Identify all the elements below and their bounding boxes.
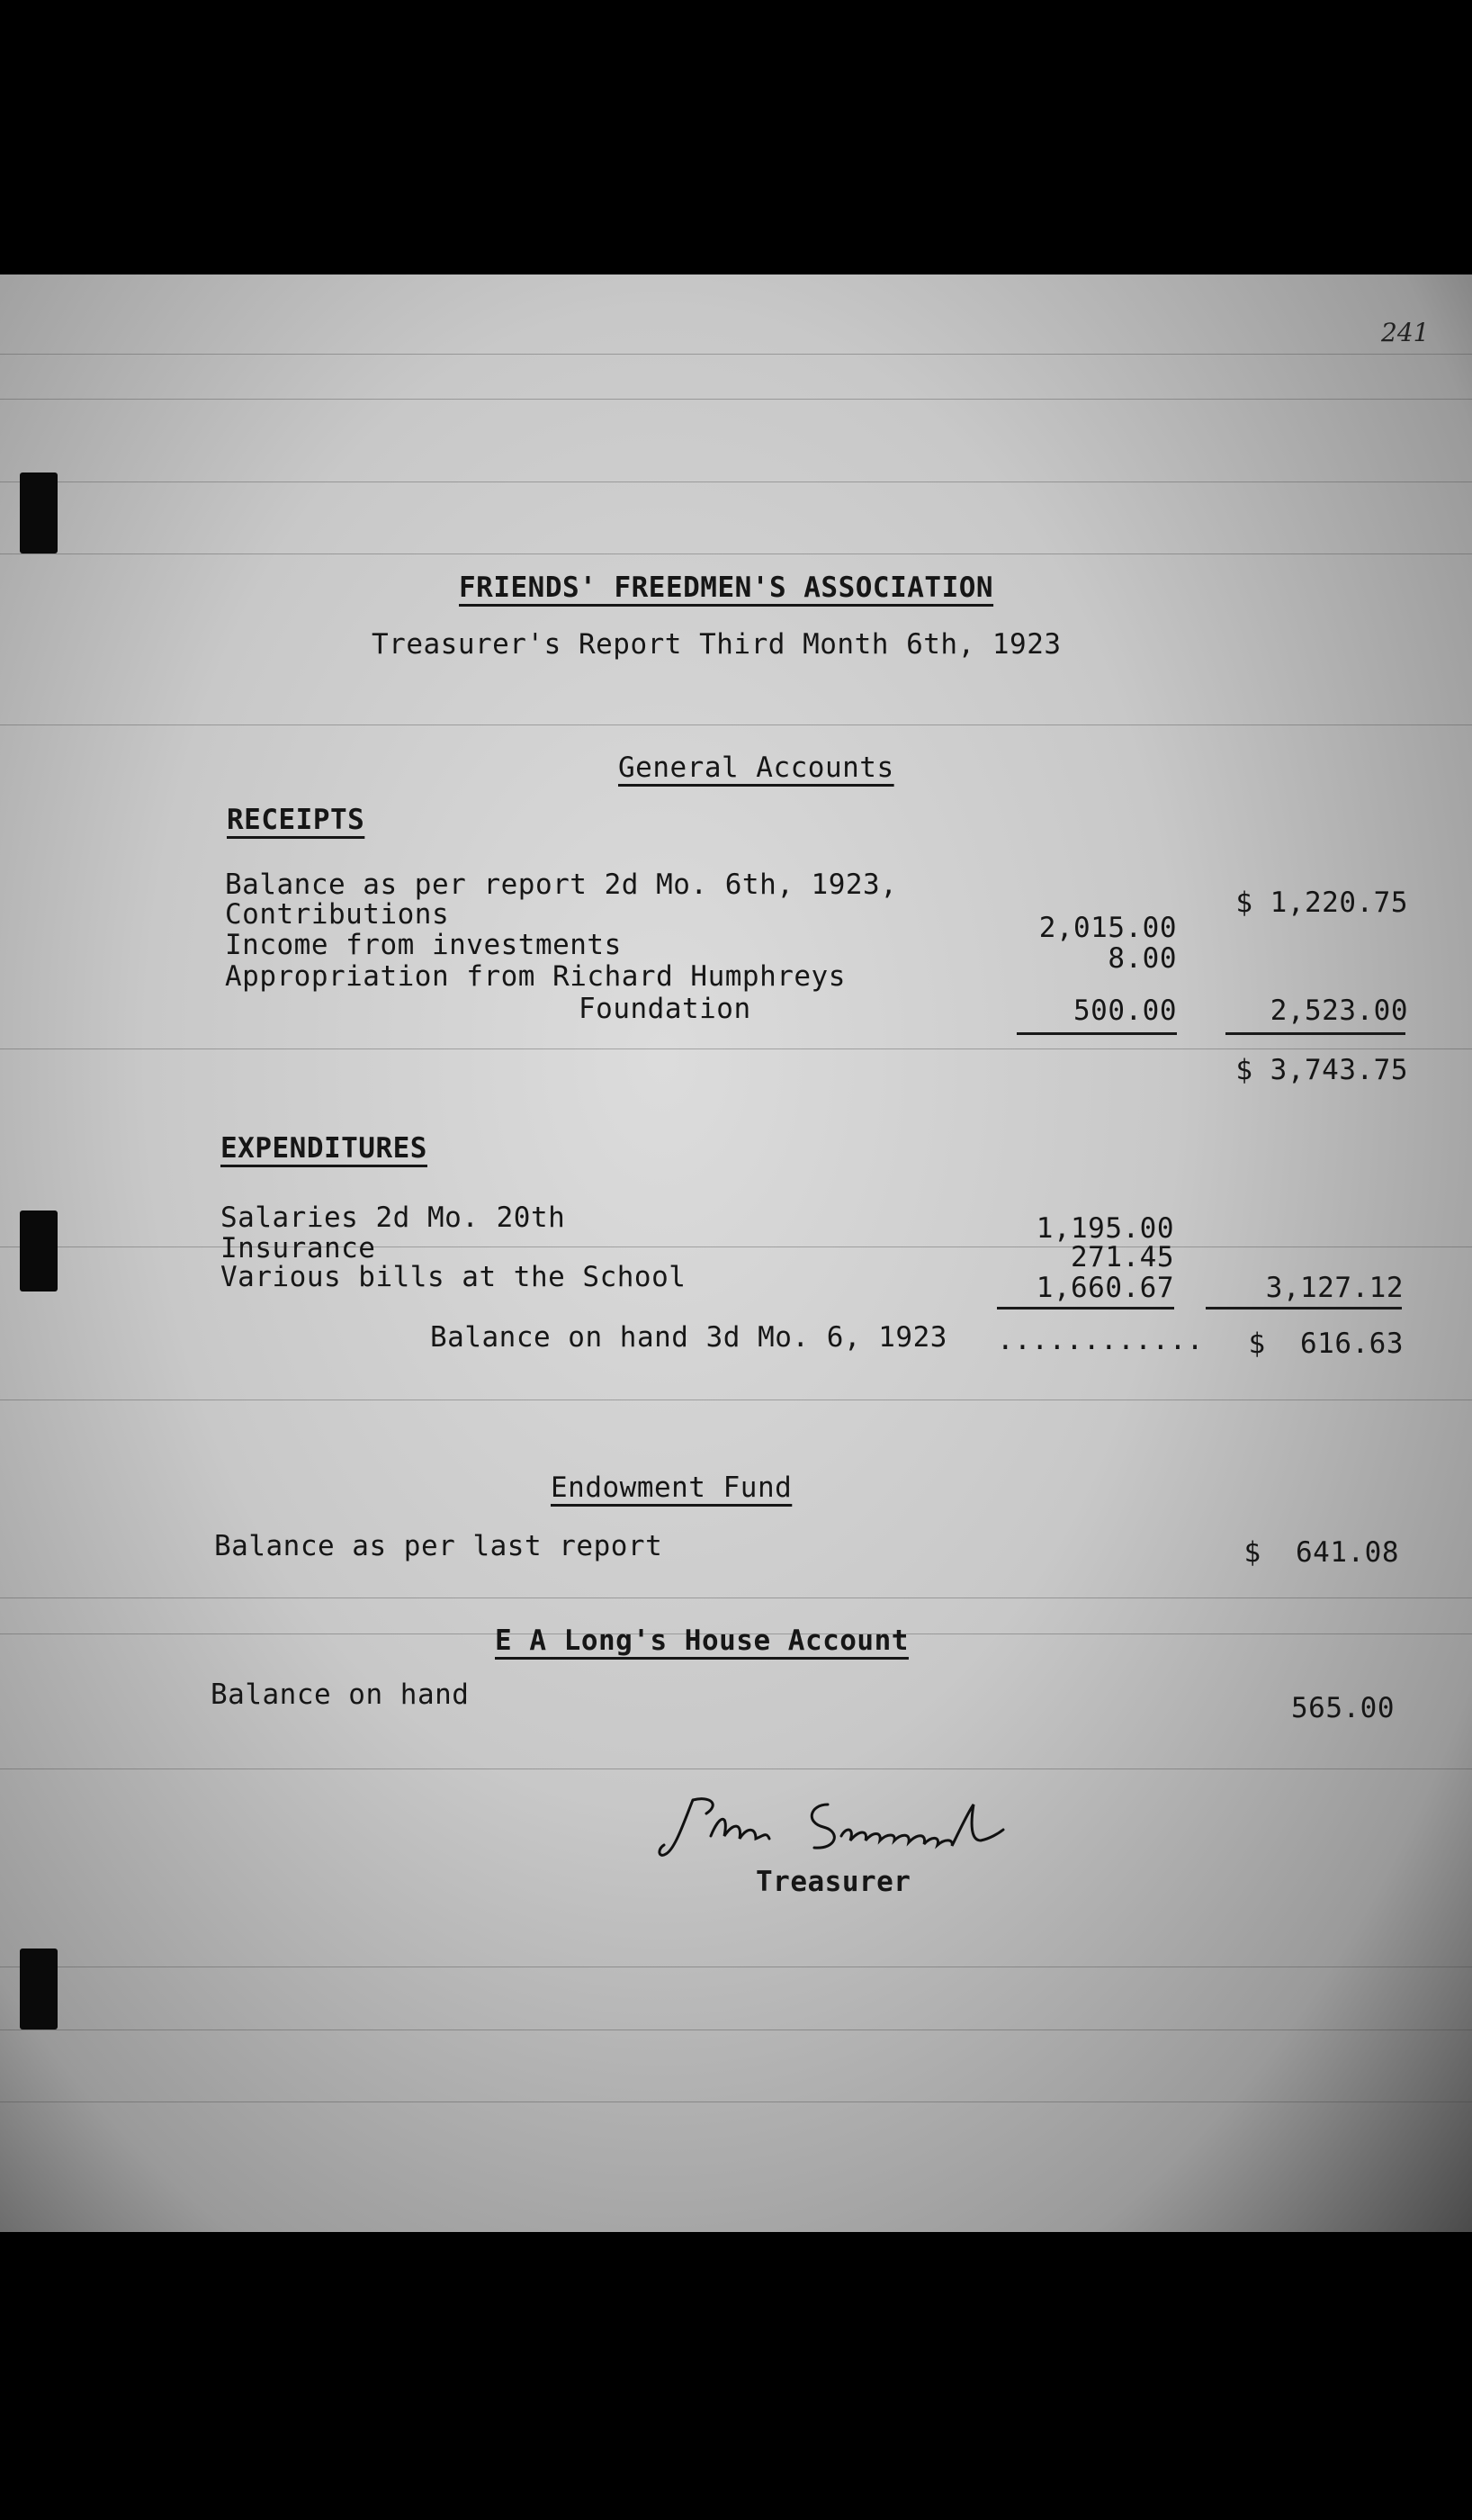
- balance-leader-dots: ............: [997, 1324, 1204, 1356]
- binder-hole: [20, 1210, 58, 1292]
- expenditure-amount: 271.45: [1071, 1241, 1174, 1274]
- receipt-amount: 500.00: [1073, 994, 1177, 1027]
- section-title-endowment: Endowment Fund: [551, 1472, 793, 1504]
- expenditure-line: Insurance: [220, 1232, 376, 1264]
- receipt-line: Balance as per report 2d Mo. 6th, 1923,: [225, 868, 898, 901]
- expenditure-amount: 1,660.67: [1036, 1272, 1174, 1304]
- house-label: Balance on hand: [211, 1678, 470, 1711]
- report-title: Treasurer's Report Third Month 6th, 1923: [372, 628, 1062, 661]
- document-page: [0, 274, 1472, 2232]
- receipt-line: Income from investments: [225, 929, 622, 961]
- page-number: 241: [1381, 318, 1430, 347]
- expenditure-amount: 1,195.00: [1036, 1212, 1174, 1245]
- balance-label: Balance on hand 3d Mo. 6, 1923: [430, 1321, 947, 1354]
- receipt-line: Appropriation from Richard Humphreys: [225, 960, 846, 993]
- section-title-general: General Accounts: [618, 752, 894, 784]
- binder-hole: [20, 472, 58, 554]
- receipts-label: RECEIPTS: [227, 804, 365, 836]
- subtotal-rule: [1206, 1307, 1402, 1310]
- subtotal-rule: [1225, 1032, 1405, 1035]
- section-title-house: E A Long's House Account: [495, 1624, 909, 1657]
- receipt-total: 2,523.00: [1270, 994, 1408, 1027]
- balance-amount: $ 616.63: [1248, 1328, 1404, 1360]
- receipt-amount: 8.00: [1108, 942, 1177, 975]
- expenditures-label: EXPENDITURES: [220, 1132, 427, 1165]
- expenditure-line: Salaries 2d Mo. 20th: [220, 1202, 566, 1234]
- organization-title: FRIENDS' FREEDMEN'S ASSOCIATION: [459, 572, 994, 604]
- expenditure-total: 3,127.12: [1265, 1272, 1404, 1304]
- receipt-line: Foundation: [579, 993, 751, 1025]
- binder-hole: [20, 1948, 58, 2030]
- expenditure-line: Various bills at the School: [220, 1261, 687, 1293]
- subtotal-rule: [997, 1307, 1174, 1310]
- endowment-amount: $ 641.08: [1243, 1536, 1399, 1569]
- endowment-label: Balance as per last report: [214, 1530, 663, 1562]
- receipt-amount: 2,015.00: [1038, 912, 1177, 944]
- signature-title: Treasurer: [756, 1866, 911, 1898]
- receipt-total: $ 1,220.75: [1235, 886, 1408, 919]
- receipts-grand-total: $ 3,743.75: [1235, 1054, 1408, 1086]
- handwritten-signature: [657, 1786, 1008, 1868]
- house-amount: 565.00: [1291, 1692, 1395, 1724]
- receipt-line: Contributions: [225, 898, 450, 931]
- subtotal-rule: [1017, 1032, 1177, 1035]
